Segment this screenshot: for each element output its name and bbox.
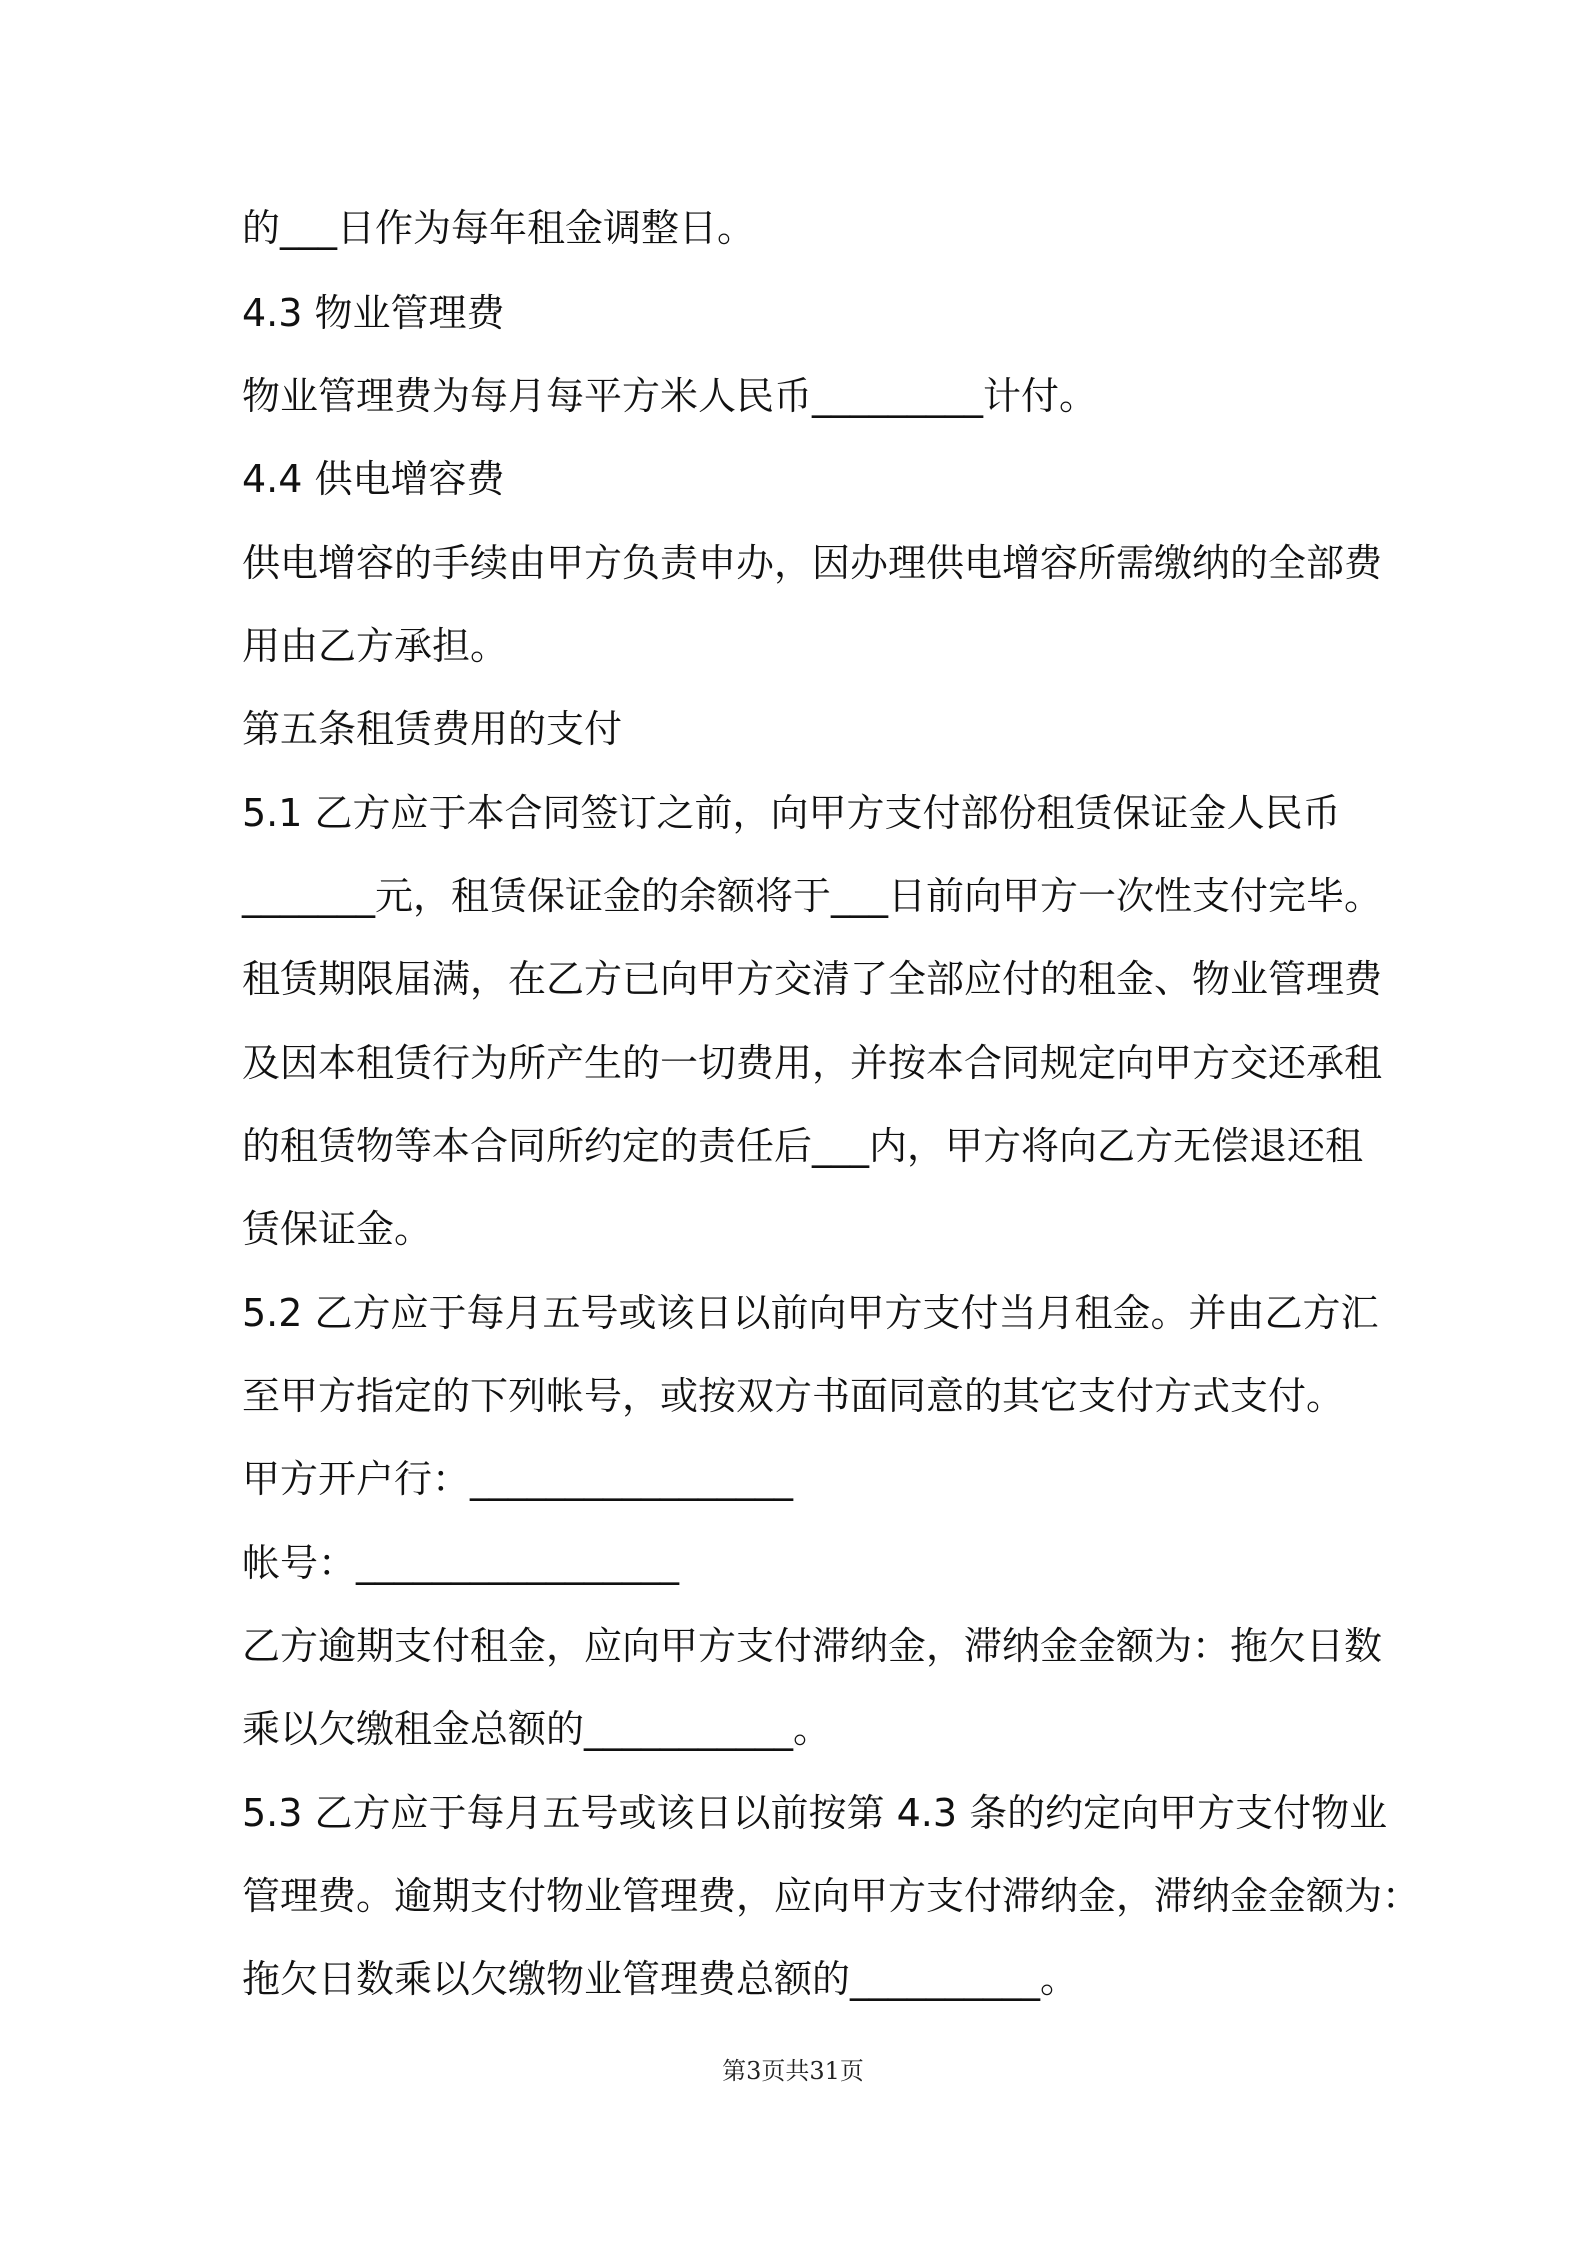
text-line: 乙方逾期支付租金，应向甲方支付滞纳金，滞纳金金额为：拖欠日数 [242, 1624, 1383, 1668]
section-heading-4-3: 4.3 物业管理费 [242, 291, 505, 335]
text-line: 赁保证金。 [242, 1207, 433, 1251]
text-line: 5.3 乙方应于每月五号或该日以前按第 4.3 条的约定向甲方支付物业 [242, 1791, 1388, 1835]
article-heading-5: 第五条租赁费用的支付 [242, 707, 623, 751]
text-line: 的___日作为每年租金调整日。 [242, 206, 756, 250]
text-line: 5.1 乙方应于本合同签订之前，向甲方支付部份租赁保证金人民币 [242, 791, 1341, 835]
text-line: 至甲方指定的下列帐号，或按双方书面同意的其它支付方式支付。 [242, 1374, 1345, 1418]
text-line: 拖欠日数乘以欠缴物业管理费总额的__________。 [242, 1957, 1079, 2001]
text-line: 5.2 乙方应于每月五号或该日以前向甲方支付当月租金。并由乙方汇 [242, 1291, 1379, 1335]
text-line: _______元，租赁保证金的余额将于___日前向甲方一次性支付完毕。 [242, 874, 1383, 918]
text-line: 供电增容的手续由甲方负责申办，因办理供电增容所需缴纳的全部费 [242, 541, 1383, 585]
text-line: 用由乙方承担。 [242, 624, 509, 668]
text-line: 物业管理费为每月每平方米人民币_________计付。 [242, 374, 1098, 418]
account-field-line: 帐号：_________________ [242, 1541, 680, 1585]
text-line: 租赁期限届满，在乙方已向甲方交清了全部应付的租金、物业管理费 [242, 957, 1383, 1001]
bank-field-line: 甲方开户行：_________________ [242, 1457, 794, 1501]
text-line: 管理费。逾期支付物业管理费，应向甲方支付滞纳金，滞纳金金额为： [242, 1874, 1421, 1918]
section-heading-4-4: 4.4 供电增容费 [242, 457, 505, 501]
text-line: 的租赁物等本合同所约定的责任后___内，甲方将向乙方无偿退还租 [242, 1124, 1364, 1168]
text-line: 乘以欠缴租金总额的___________。 [242, 1707, 832, 1751]
text-line: 及因本租赁行为所产生的一切费用，并按本合同规定向甲方交还承租 [242, 1041, 1383, 1085]
page-number-footer: 第3页共31页 [722, 2057, 864, 2085]
